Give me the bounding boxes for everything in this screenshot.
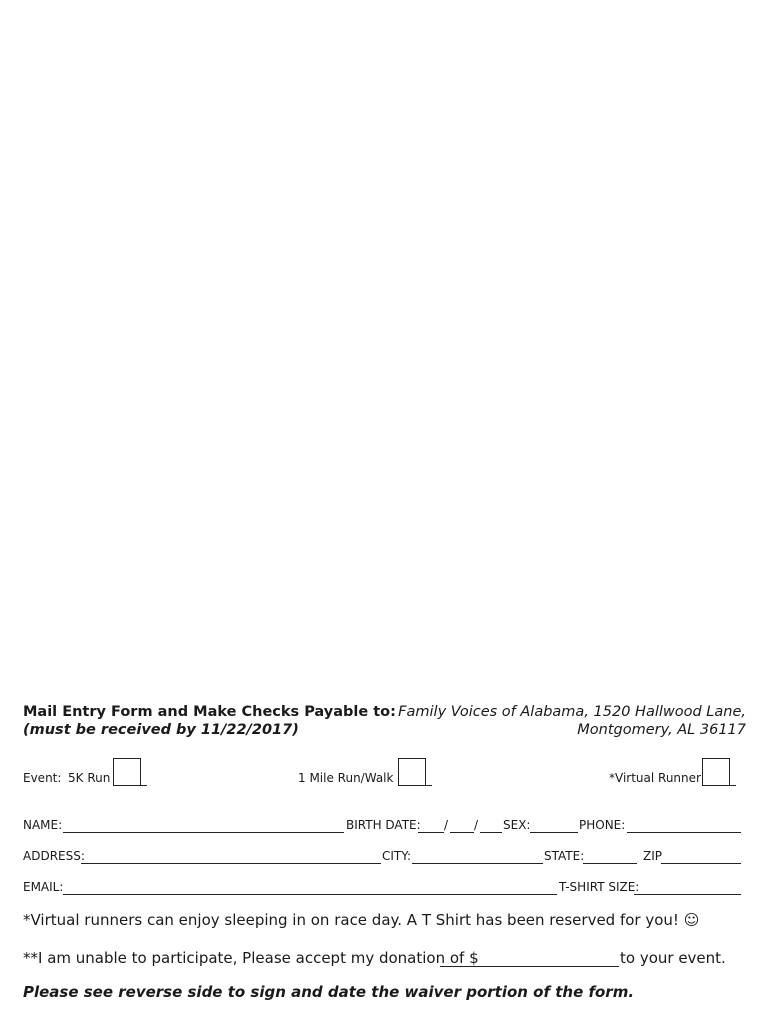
event-virtual-label: *Virtual Runner bbox=[609, 771, 701, 785]
phone-field[interactable] bbox=[627, 832, 741, 833]
event-mile-checkbox[interactable] bbox=[398, 758, 426, 786]
name-field[interactable] bbox=[63, 832, 344, 833]
birth-month-field[interactable] bbox=[418, 832, 444, 833]
birth-day-field[interactable] bbox=[450, 832, 474, 833]
tshirt-size-label: T-SHIRT SIZE: bbox=[559, 880, 640, 894]
donation-amount-field[interactable] bbox=[440, 966, 619, 967]
virtual-runner-note: *Virtual runners can enjoy sleeping in on race day. A T Shirt has been reserved for you! ☺ bbox=[23, 911, 700, 929]
state-label: STATE: bbox=[544, 849, 585, 863]
donation-suffix: to your event. bbox=[620, 949, 726, 967]
sex-label: SEX: bbox=[503, 818, 531, 832]
event-mile-underline bbox=[426, 785, 432, 786]
event-5k-underline bbox=[141, 785, 147, 786]
payee-address-line1: Family Voices of Alabama, 1520 Hallwood Lane, bbox=[398, 704, 746, 720]
zip-label: ZIP bbox=[643, 849, 662, 863]
event-mile-label: 1 Mile Run/Walk bbox=[298, 771, 394, 785]
name-label: NAME: bbox=[23, 818, 63, 832]
tshirt-size-field[interactable] bbox=[634, 894, 741, 895]
date-separator: / bbox=[474, 818, 479, 832]
sex-field[interactable] bbox=[530, 832, 578, 833]
event-label: Event: bbox=[23, 771, 62, 785]
email-field[interactable] bbox=[63, 894, 557, 895]
date-separator: / bbox=[444, 818, 449, 832]
birth-date-label: BIRTH DATE: bbox=[346, 818, 421, 832]
event-5k-checkbox[interactable] bbox=[113, 758, 141, 786]
address-label: ADDRESS: bbox=[23, 849, 85, 863]
phone-label: PHONE: bbox=[579, 818, 626, 832]
state-field[interactable] bbox=[583, 863, 637, 864]
city-label: CITY: bbox=[382, 849, 412, 863]
waiver-reverse-note: Please see reverse side to sign and date the waiver portion of the form. bbox=[23, 983, 635, 1001]
payee-address-line2: Montgomery, AL 36117 bbox=[577, 722, 746, 738]
address-field[interactable] bbox=[81, 863, 381, 864]
zip-field[interactable] bbox=[661, 863, 741, 864]
deadline-note: (must be received by 11/22/2017) bbox=[23, 722, 299, 738]
donation-prefix: **I am unable to participate, Please accept my donation of $ bbox=[23, 949, 479, 967]
event-5k-label: 5K Run bbox=[68, 771, 111, 785]
mail-entry-heading: Mail Entry Form and Make Checks Payable to: bbox=[23, 704, 396, 720]
event-virtual-underline bbox=[730, 785, 736, 786]
email-label: EMAIL: bbox=[23, 880, 64, 894]
event-virtual-checkbox[interactable] bbox=[702, 758, 730, 786]
birth-year-field[interactable] bbox=[480, 832, 502, 833]
city-field[interactable] bbox=[412, 863, 543, 864]
